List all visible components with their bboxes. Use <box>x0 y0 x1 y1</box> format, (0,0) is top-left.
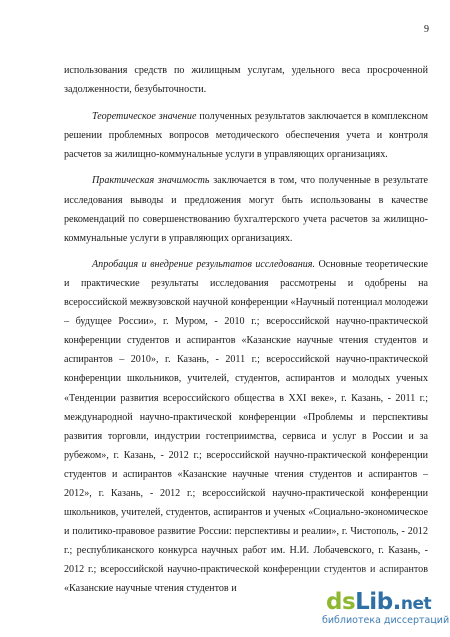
paragraph-lead: Апробация и внедрение результатов исследования. <box>92 258 316 270</box>
dslib-watermark[interactable] <box>320 589 450 629</box>
logo-net: net <box>400 594 432 614</box>
paragraph-text: использования средств по жилищным услугам, удельного веса просроченной задолженности, безубыточности. <box>64 65 428 96</box>
paragraph-methods-continuation <box>64 61 428 99</box>
document-body <box>64 61 428 606</box>
paragraph-approbation <box>64 255 428 599</box>
paragraph-text: заключается в том, что полученные в результате исследования выводы и предложения могут быть использованы в качестве рекомендаций по совершенствованию бухгалтерского учета расчетов за жилищно-коммунальные услуги в управляющих организациях. <box>64 175 428 244</box>
page-number: 9 <box>424 24 429 35</box>
watermark-subtitle: библиотека диссертаций <box>322 615 450 626</box>
paragraph-lead: Теоретическое значение <box>92 111 197 123</box>
logo-dot: . <box>392 589 401 615</box>
paragraph-text: Основные теоретические и практические результаты исследования рассмотрены и одобрены на всероссийской межвузовской научной конференции «Научный потенциал молодежи – будущее России», г. Муром, - 2010 г.; всероссийской научно-практической конференции студентов и аспирантов «Казанские научные чтения студентов и аспирантов – 2010», г. Казань, - 2011 г.; всероссийской научно-практической конференции школьников, учителей, студентов, аспирантов и молодых ученых «Тенденции развития всероссийского общества в XXI веке», г. Казань, - 2011 г.; международной научно-практической конференции «Проблемы и перспективы развития торговли, индустрии гостеприимства, сервиса и услуг в России и за рубежом», г. Казань, - 2012 г.; всероссийской научно-практической конференции студентов и аспирантов «Казанские научные чтения студентов и аспирантов – 2012», г. Казань, - 2012 г.; всероссийской научно-практической конференции школьников, учителей, студентов, аспирантов и ученых «Социально-экономическое и политико-правовое развитие России: перспективы и реалии», г. Чистополь, - 2012 г.; республиканского конкурса научных работ им. Н.И. Лобачевского, г. Казань, - 2012 г.; всероссийской научно-практической конференции студентов и аспирантов «Казанские научные чтения студентов и <box>64 258 428 595</box>
paragraph-theoretical-significance <box>64 107 428 164</box>
logo-ds: ds <box>326 589 356 615</box>
paragraph-practical-significance <box>64 171 428 247</box>
paragraph-text: полученных результатов заключается в комплексном решении проблемных вопросов методического обеспечения учета и контроля расчетов за жилищно-коммунальные услуги в управляющих организациях. <box>64 111 429 161</box>
logo-lib: Lib <box>355 589 393 615</box>
paragraph-lead: Практическая значимость <box>92 175 210 187</box>
dslib-logo <box>326 589 431 617</box>
